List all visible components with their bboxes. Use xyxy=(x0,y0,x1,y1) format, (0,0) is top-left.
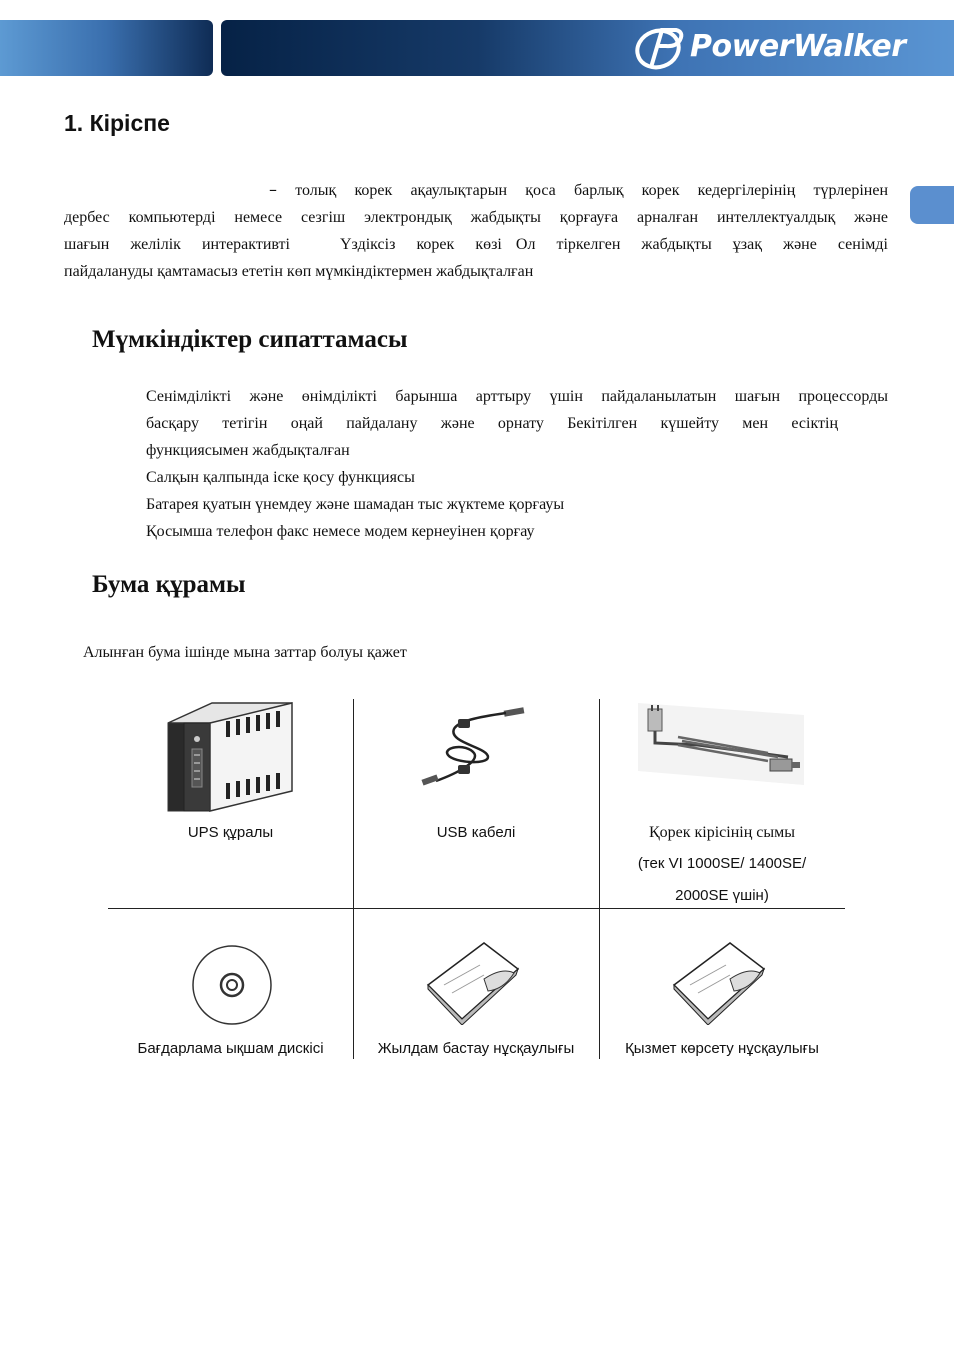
feature-item-1-line-2: басқару тетігін оңай пайдалану және орнату Бекітілген күшейту мен есіктің xyxy=(146,415,838,432)
package-item-label: Қорек кірісінің сымы xyxy=(648,824,796,841)
package-item-label: UPS құралы xyxy=(187,824,274,841)
section-title-features: Мүмкіндіктер сипаттамасы xyxy=(92,326,408,353)
section-title-package: Бума құрамы xyxy=(92,571,246,598)
package-item-label: USB кабелі xyxy=(436,824,516,841)
quick-guide-icon xyxy=(424,939,520,1025)
intro-line-3c: Ол тіркелген жабдықты ұзақ және сенімді xyxy=(515,236,889,253)
package-contents-grid xyxy=(108,699,845,1059)
grid-divider xyxy=(108,908,845,909)
brand-logo xyxy=(632,24,942,72)
introduction-paragraph xyxy=(64,176,888,285)
intro-line-4: пайдалануды қамтамасыз ететін көп мүмкіндіктермен жабдықталған xyxy=(64,263,534,280)
side-tab xyxy=(910,186,954,224)
usb-cable-icon xyxy=(418,703,528,789)
package-item-label: Жылдам бастау нұсқаулығы xyxy=(377,1040,575,1057)
ups-unit-icon xyxy=(164,699,296,813)
manual-icon xyxy=(670,939,766,1025)
feature-item-2: Салқын қалпында іске қосу функциясы xyxy=(146,469,415,486)
cd-disc-icon xyxy=(190,943,274,1027)
power-cord-icon xyxy=(638,699,806,785)
grid-divider xyxy=(599,699,600,1059)
intro-line-3b: Үздіксіз корек көзі xyxy=(340,236,502,253)
brand-logo-icon xyxy=(632,24,688,72)
intro-line-1: толық корек ақаулықтарын қоса барлық корек кедергілерінің түрлерінен xyxy=(295,182,889,199)
brand-name: PowerWalker xyxy=(690,29,906,64)
feature-item-4: Қосымша телефон факс немесе модем кернеуінен қорғау xyxy=(146,523,535,540)
grid-divider xyxy=(353,699,354,1059)
package-item-label-line-3: 2000SE үшін) xyxy=(675,887,769,904)
intro-line-2: дербес компьютерді немесе сезгіш электрондық жабдықты қорғауға арналған интеллектуалдық және xyxy=(64,209,888,226)
intro-line-3a: шағын желілік интерактивті xyxy=(64,236,290,253)
feature-item-1-line-1: Сенімділікті және өнімділікті барынша арттыру үшін пайдаланылатын шағын процессорды xyxy=(146,388,888,405)
features-list xyxy=(146,383,888,545)
feature-item-1-line-3: функциясымен жабдықталған xyxy=(146,442,350,459)
section-title-introduction: 1. Кіріспе xyxy=(64,110,170,136)
header-banner xyxy=(0,18,954,78)
package-item-label-line-2: (тек VI 1000SE/ 1400SE/ xyxy=(637,855,807,872)
package-item-label: Бағдарлама ықшам дискісі xyxy=(137,1040,324,1057)
intro-dash: – xyxy=(269,180,277,199)
package-item-label: Қызмет көрсету нұсқаулығы xyxy=(625,1040,819,1057)
banner-left-segment xyxy=(0,20,213,76)
package-intro: Алынған бума ішінде мына заттар болуы қажет xyxy=(83,644,407,661)
feature-item-3: Батарея қуатын үнемдеу және шамадан тыс жүктеме қорғауы xyxy=(146,496,565,513)
